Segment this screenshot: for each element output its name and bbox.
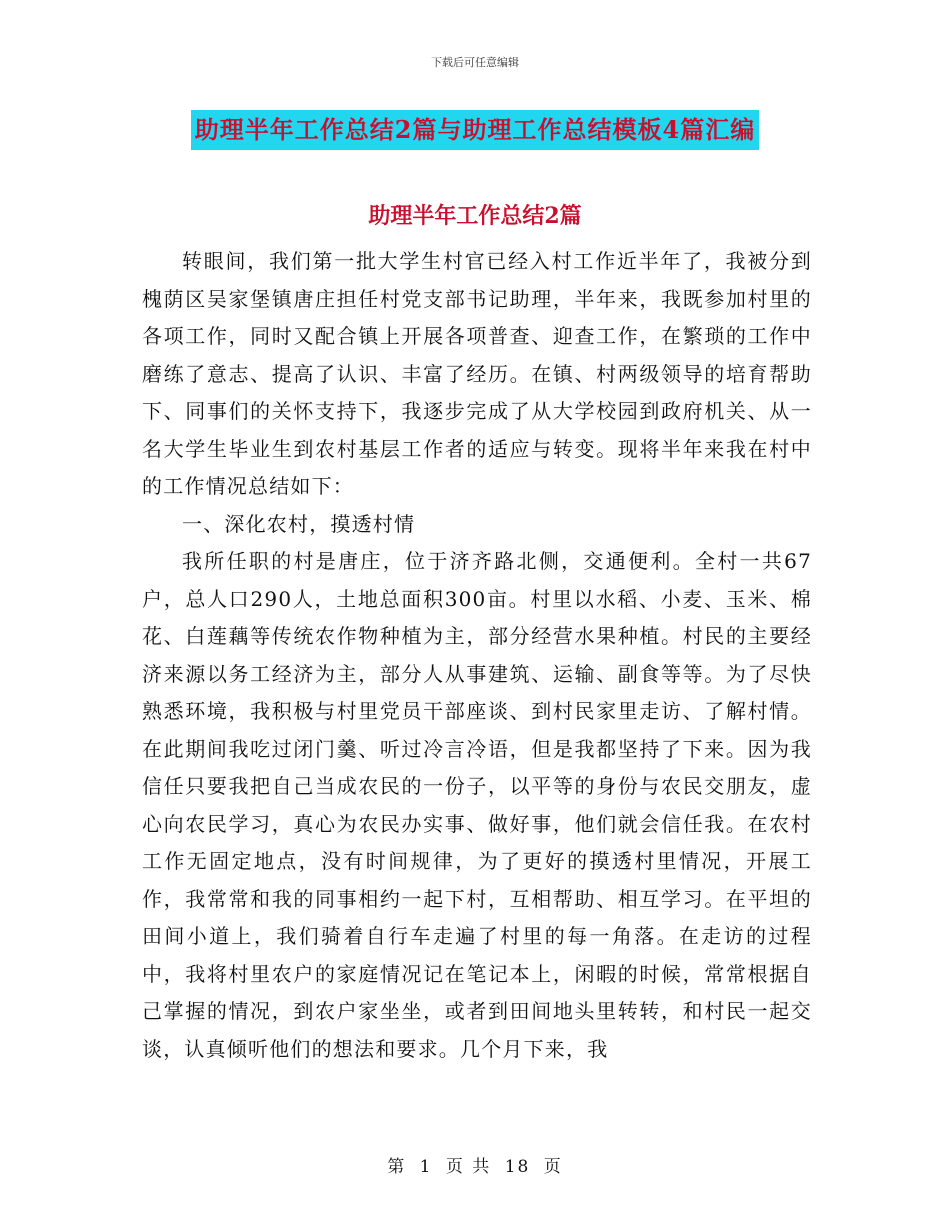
footer-prefix: 第 <box>387 1157 407 1177</box>
paragraph-intro: 转眼间，我们第一批大学生村官已经入村工作近半年了，我被分到槐荫区吴家堡镇唐庄担任村党支部书记助理，半年来，我既参加村里的各项工作，同时又配合镇上开展各项普查、迎查工作，在繁琐的工作中磨练了意志、提高了认识、丰富了经历。在镇、村两级领导的培育帮助下、同事们的关怀支持下，我逐步完成了从大学校园到政府机关、从一名大学生毕业生到农村基层工作者的适应与转变。现将半年来我在村中的工作情况总结如下： <box>142 249 812 498</box>
paragraph-village: 我所任职的村是唐庄，位于济齐路北侧，交通便利。全村一共67户，总人口290人，土地总面积300亩。村里以水稻、小麦、玉米、棉花、白莲藕等传统农作物种植为主，部分经营水果种植。村民的主要经济来源以务工经济为主，部分人从事建筑、运输、副食等等。为了尽快熟悉环境，我积极与村里党员干部座谈、到村民家里走访、了解村情。在此期间我吃过闭门羹、听过冷言冷语，但是我都坚持了下来。因为我信任只要我把自己当成农民的一份子，以平等的身份与农民交朋友，虚心向农民学习，真心为农民办实事、做好事，他们就会信任我。在农村工作无固定地点，没有时间规律，为了更好的摸透村里情况，开展工作，我常常和我的同事相约一起下村，互相帮助、相互学习。在平坦的田间小道上，我们骑着自行车走遍了村里的每一角落。在走访的过程中，我将村里农户的家庭情况记在笔记本上，闲暇的时候，常常根据自己掌握的情况，到农户家坐坐，或者到田间地头里转转，和村民一起交谈，认真倾听他们的想法和要求。几个月下来，我 <box>142 549 812 1061</box>
footer-suffix: 页 <box>543 1157 563 1177</box>
document-title: 助理半年工作总结2篇与助理工作总结模板4篇汇编 <box>191 110 759 150</box>
page-footer <box>0 1152 950 1177</box>
document-title-area <box>0 110 950 150</box>
document-body <box>142 243 812 1068</box>
header-note: 下载后可任意编辑 <box>431 56 519 69</box>
paragraph-heading-1: 一、深化农村，摸透村情 <box>182 511 416 536</box>
section-title: 助理半年工作总结2篇 <box>368 203 582 229</box>
footer-total-pages: 18 <box>504 1157 531 1177</box>
footer-mid: 页 共 <box>445 1157 492 1177</box>
footer-page-number: 1 <box>419 1157 433 1177</box>
